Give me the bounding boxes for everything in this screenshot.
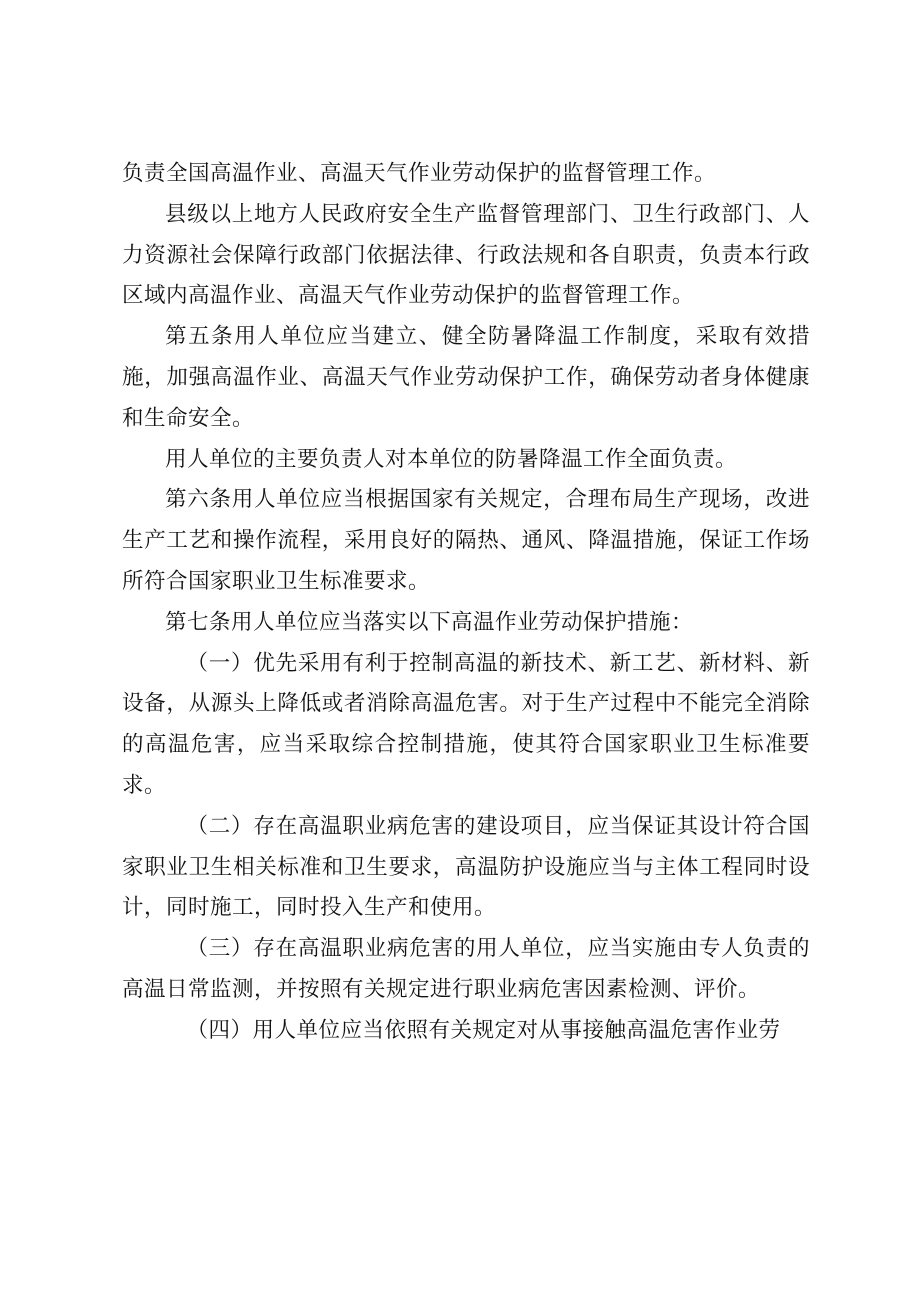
- paragraph-article-7: 第七条用人单位应当落实以下高温作业劳动保护措施：: [165, 609, 694, 635]
- paragraph-article-5: 第五条用人单位应当建立、健全防暑降温工作制度，采取有效措施，加强高温作业、高温天气作业劳动保护工作，确保劳动者身体健康和生命安全。: [122, 324, 810, 431]
- paragraph-local-supervision: 县级以上地方人民政府安全生产监督管理部门、卫生行政部门、人力资源社会保障行政部门依据法律、行政法规和各自职责，负责本行政区域内高温作业、高温天气作业劳动保护的监督管理工作。: [122, 201, 810, 309]
- paragraph-principal-responsibility: 用人单位的主要负责人对本单位的防暑降温工作全面负责。: [165, 446, 738, 472]
- paragraph-item-1: （一）优先采用有利于控制高温的新技术、新工艺、新材料、新设备，从源头上降低或者消除高温危害。对于生产过程中不能完全消除的高温危害，应当采取综合控制措施，使其符合国家职业卫生标准要求。: [122, 650, 810, 798]
- paragraph-article-6: 第六条用人单位应当根据国家有关规定，合理布局生产现场，改进生产工艺和操作流程，采用良好的隔热、通风、降温措施，保证工作场所符合国家职业卫生标准要求。: [122, 487, 810, 594]
- paragraph-item-3: （三）存在高温职业病危害的用人单位，应当实施由专人负责的高温日常监测，并按照有关规定进行职业病危害因素检测、评价。: [122, 936, 810, 1002]
- document-body: [122, 154, 810, 1052]
- paragraph-continuation: 负责全国高温作业、高温天气作业劳动保护的监督管理工作。: [122, 161, 717, 186]
- paragraph-item-4: （四）用人单位应当依照有关规定对从事接触高温危害作业劳: [186, 1017, 781, 1043]
- paragraph-item-2: （二）存在高温职业病危害的建设项目，应当保证其设计符合国家职业卫生相关标准和卫生要求，高温防护设施应当与主体工程同时设计，同时施工，同时投入生产和使用。: [122, 813, 810, 921]
